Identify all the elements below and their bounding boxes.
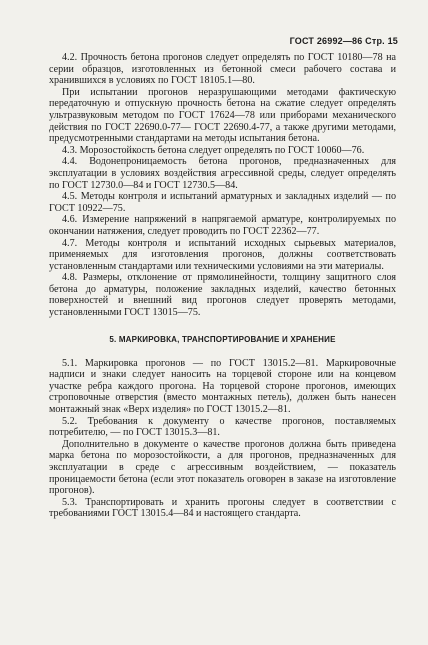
paragraph-4-2: 4.2. Прочность бетона прогонов следует определять по ГОСТ 10180—78 на серии образцов, изготовленных из бетонной смеси рабочего состава и хранившихся в условиях по ГОСТ 18105.1—80. bbox=[49, 52, 396, 87]
section-title: 5. МАРКИРОВКА, ТРАНСПОРТИРОВАНИЕ И ХРАНЕНИЕ bbox=[109, 334, 336, 344]
body-text bbox=[49, 52, 396, 520]
paragraph-5-1: 5.1. Маркировка прогонов — по ГОСТ 13015.2—81. Маркировочные надписи и знаки следует наносить на торцевой стороне или на концевом участке ребра каждого прогона. На торцевой стороне прогонов, имеющих строповочные отверстия (вместо монтажных петель), должен быть нанесен монтажный знак «Верх изделия» по ГОСТ 13015.2—81. bbox=[49, 357, 396, 416]
paragraph-4-8: 4.8. Размеры, отклонение от прямолинейности, толщину защитного слоя бетона до арматуры, положение закладных изделий, качество бетонных поверхностей и внешний вид прогонов следует проверять методами, установленными ГОСТ 13015—75. bbox=[49, 272, 396, 319]
paragraph-4-7: 4.7. Методы контроля и испытаний исходных сырьевых материалов, применяемых для изготовления прогонов, должны соответствовать установленным стандартами или техническими условиями на эти материалы. bbox=[49, 237, 396, 272]
paragraph-5-2-extra: Дополнительно в документе о качестве прогонов должна быть приведена марка бетона по морозостойкости, а для прогонов, предназначенных для эксплуатации в среде с агрессивным воздействием, — показатель проницаемости бетона (если этот показатель оговорен в заказе на изготовление прогонов). bbox=[49, 438, 396, 497]
paragraph-5-3: 5.3. Транспортировать и хранить прогоны следует в соответствии с требованиями ГОСТ 13015.4—84 и настоящего стандарта. bbox=[49, 496, 396, 520]
paragraph-4-2-ndt: При испытании прогонов неразрушающими методами фактическую передаточную и отпускную прочность бетона на сжатие следует определять ультразвуковым методом по ГОСТ 17624—78 или приборами механического действия по ГОСТ 22690.0-77— ГОСТ 22690.4-77, а также другими методами, предусмотренными стандартами на методы испытания бетона. bbox=[49, 86, 396, 145]
paragraph-5-2: 5.2. Требования к документу о качестве прогонов, поставляемых потребителю, — по ГОСТ 13015.3—81. bbox=[49, 415, 396, 439]
paragraph-4-3: 4.3. Морозостойкость бетона следует определять по ГОСТ 10060—76. bbox=[62, 144, 365, 156]
paragraph-4-6: 4.6. Измерение напряжений в напрягаемой арматуре, контролируемых по окончании натяжения, следует проводить по ГОСТ 22362—77. bbox=[49, 214, 396, 237]
paragraph-4-5: 4.5. Методы контроля и испытаний арматурных и закладных изделий — по ГОСТ 10922—75. bbox=[49, 191, 396, 214]
running-head: ГОСТ 26992—86 Стр. 15 bbox=[289, 36, 398, 46]
paragraph-4-4: 4.4. Водонепроницаемость бетона прогонов, предназначенных для эксплуатации в условиях воздействия агрессивной среды, следует определять по ГОСТ 12730.0—84 и ГОСТ 12730.5—84. bbox=[49, 156, 396, 191]
